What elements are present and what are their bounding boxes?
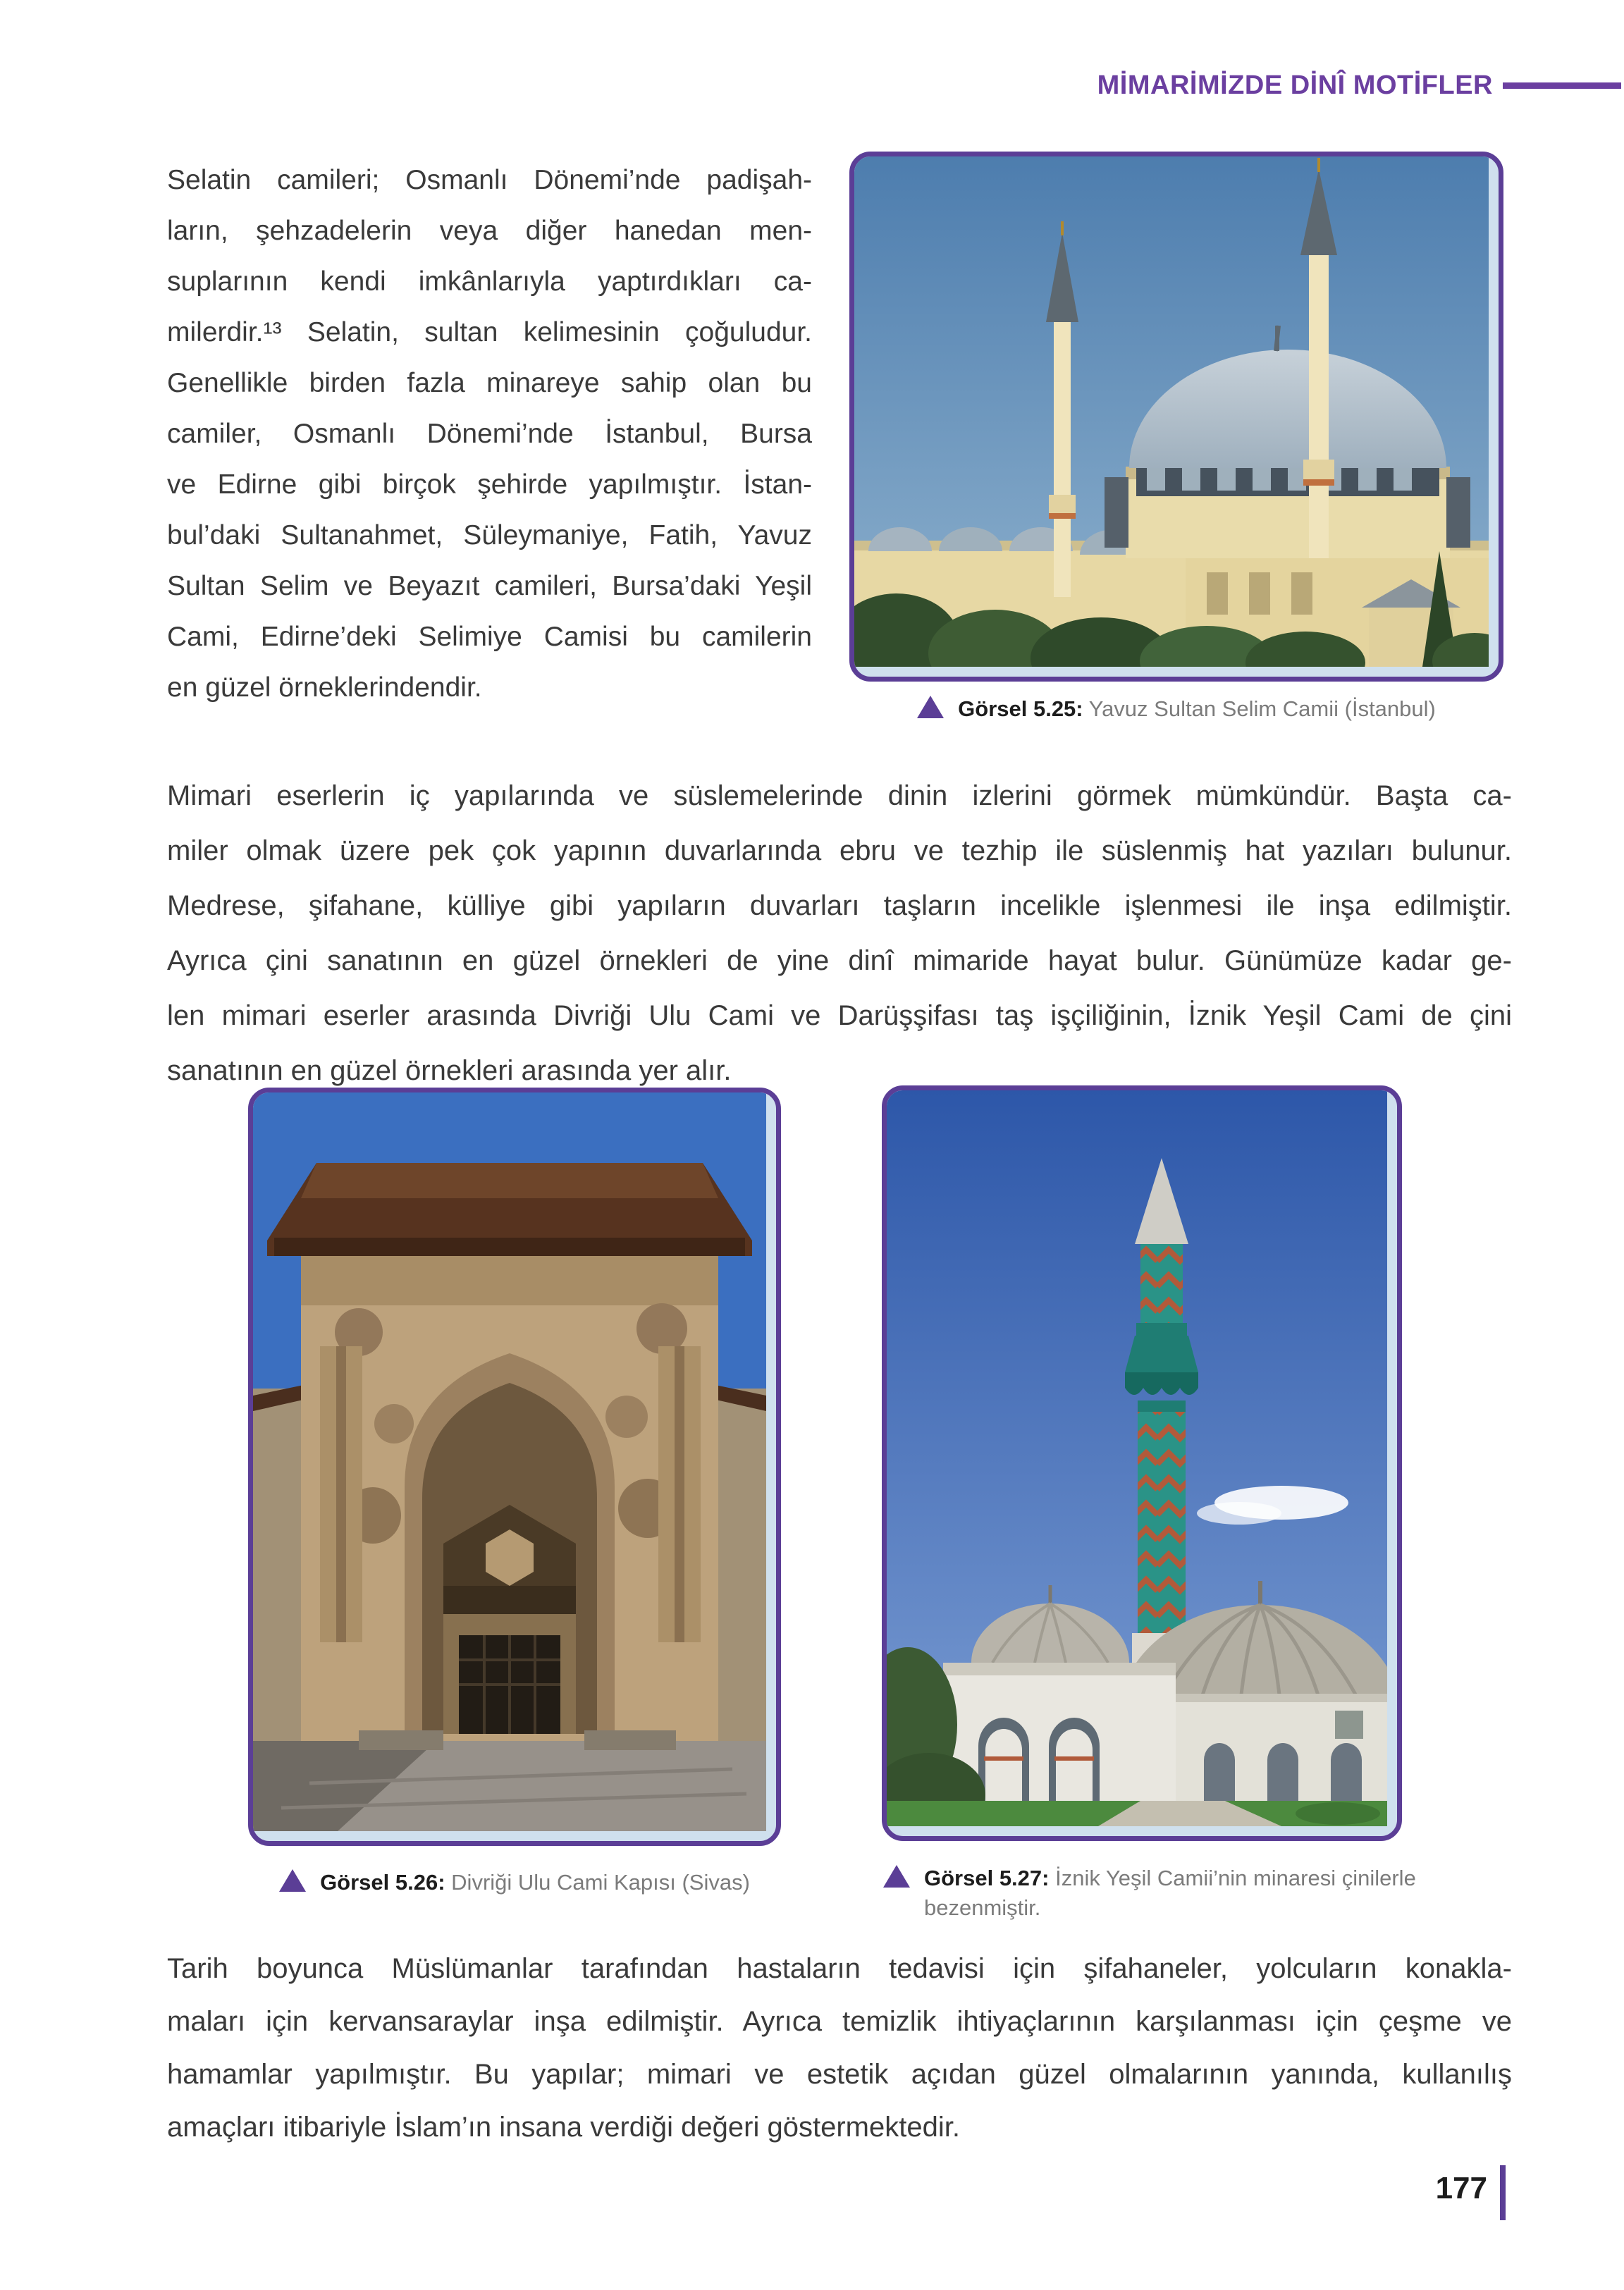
mosque-photo-illustration: [854, 156, 1489, 667]
text-line: en güzel örneklerindendir.: [167, 672, 482, 703]
text-line: Tarih boyunca Müslümanlar tarafından hastaların tedavisi için şifahaneler, yolcuların konakla-: [167, 1953, 1512, 1984]
figure-label: Görsel 5.26:: [320, 1870, 445, 1895]
text-line: Ayrıca çini sanatının en güzel örnekleri de yine dinî mimaride hayat bulur. Günümüze kadar ge-: [167, 945, 1512, 976]
page-number: 177: [1435, 2171, 1487, 2205]
text-line: ların, şehzadelerin veya diğer hanedan men-: [167, 216, 812, 246]
paragraph-tarih-boyunca: [167, 1943, 1512, 2154]
paragraph-selatin: [167, 155, 812, 713]
text-line: sanatının en güzel örnekleri arasında yer alır.: [167, 1055, 732, 1086]
text-line: amaçları itibariyle İslam’ın insana verdiği değeri göstermektedir.: [167, 2112, 960, 2143]
figure-caption-5-26: [248, 1868, 781, 1897]
photo-yavuz-sultan-selim-camii: [849, 152, 1503, 682]
caption-triangle-icon: [279, 1869, 306, 1892]
paragraph-mimari-eserler: [167, 768, 1512, 1098]
text-line: len mimari eserler arasında Divriği Ulu Cami ve Darüşşifası taş işçiliğinin, İznik Yeşil Cami de çini: [167, 1000, 1512, 1031]
text-line: suplarının kendi imkânlarıyla yaptırdıkları ca-: [167, 266, 812, 297]
figure-caption-5-27: [883, 1864, 1440, 1923]
text-line: Selatin camileri; Osmanlı Dönemi’nde padişah-: [167, 165, 812, 195]
caption-triangle-icon: [883, 1865, 910, 1888]
text-line: camiler, Osmanlı Dönemi’nde İstanbul, Bursa: [167, 419, 812, 449]
photo-divrigi-ulu-cami-kapisi: [248, 1088, 781, 1846]
text-line: Medrese, şifahane, külliye gibi yapıların duvarları taşların incelikle işlenmesi ile inşa edilmiştir.: [167, 890, 1512, 921]
text-line: Genellikle birden fazla minareye sahip olan bu: [167, 368, 812, 398]
page-header: [0, 70, 1621, 101]
caption-triangle-icon: [917, 696, 944, 718]
figure-caption-text: İznik Yeşil Camii’nin minaresi çinilerle bezenmiştir.: [924, 1866, 1416, 1920]
text-line: maları için kervansaraylar inşa edilmiştir. Ayrıca temizlik ihtiyaçlarının karşılanması için çeşme ve: [167, 2006, 1512, 2037]
text-line: Sultan Selim ve Beyazıt camileri, Bursa’daki Yeşil: [167, 571, 812, 601]
header-rule: [1503, 82, 1621, 89]
figure-label: Görsel 5.25:: [958, 696, 1083, 721]
figure-caption-text: Yavuz Sultan Selim Camii (İstanbul): [1088, 696, 1436, 721]
text-line: ve Edirne gibi birçok şehirde yapılmıştır. İstan-: [167, 469, 812, 500]
figure-label: Görsel 5.27:: [924, 1866, 1050, 1890]
text-line: Cami, Edirne’deki Selimiye Camisi bu camilerin: [167, 622, 812, 652]
text-line: bul’daki Sultanahmet, Süleymaniye, Fatih, Yavuz: [167, 520, 812, 550]
portal-photo-illustration: [253, 1092, 766, 1831]
page-title: MİMARİMİZDE DİNÎ MOTİFLER: [1097, 70, 1493, 100]
text-line: miler olmak üzere pek çok yapının duvarlarında ebru ve tezhip ile süslenmiş hat yazıları bulunur.: [167, 835, 1512, 866]
text-line: hamamlar yapılmıştır. Bu yapılar; mimari ve estetik açıdan güzel olmalarının yanında, kullanılış: [167, 2059, 1512, 2090]
photo-iznik-yesil-camii: [882, 1085, 1402, 1841]
page-number-bar: [1500, 2165, 1506, 2220]
text-line: milerdir.¹³ Selatin, sultan kelimesinin çoğuludur.: [167, 317, 812, 347]
figure-caption-text: Divriği Ulu Cami Kapısı (Sivas): [451, 1870, 750, 1895]
text-line: Mimari eserlerin iç yapılarında ve süslemelerinde dinin izlerini görmek mümkündür. Başta ca-: [167, 780, 1512, 811]
figure-caption-5-25: [849, 694, 1503, 724]
green-mosque-photo-illustration: [887, 1090, 1387, 1826]
